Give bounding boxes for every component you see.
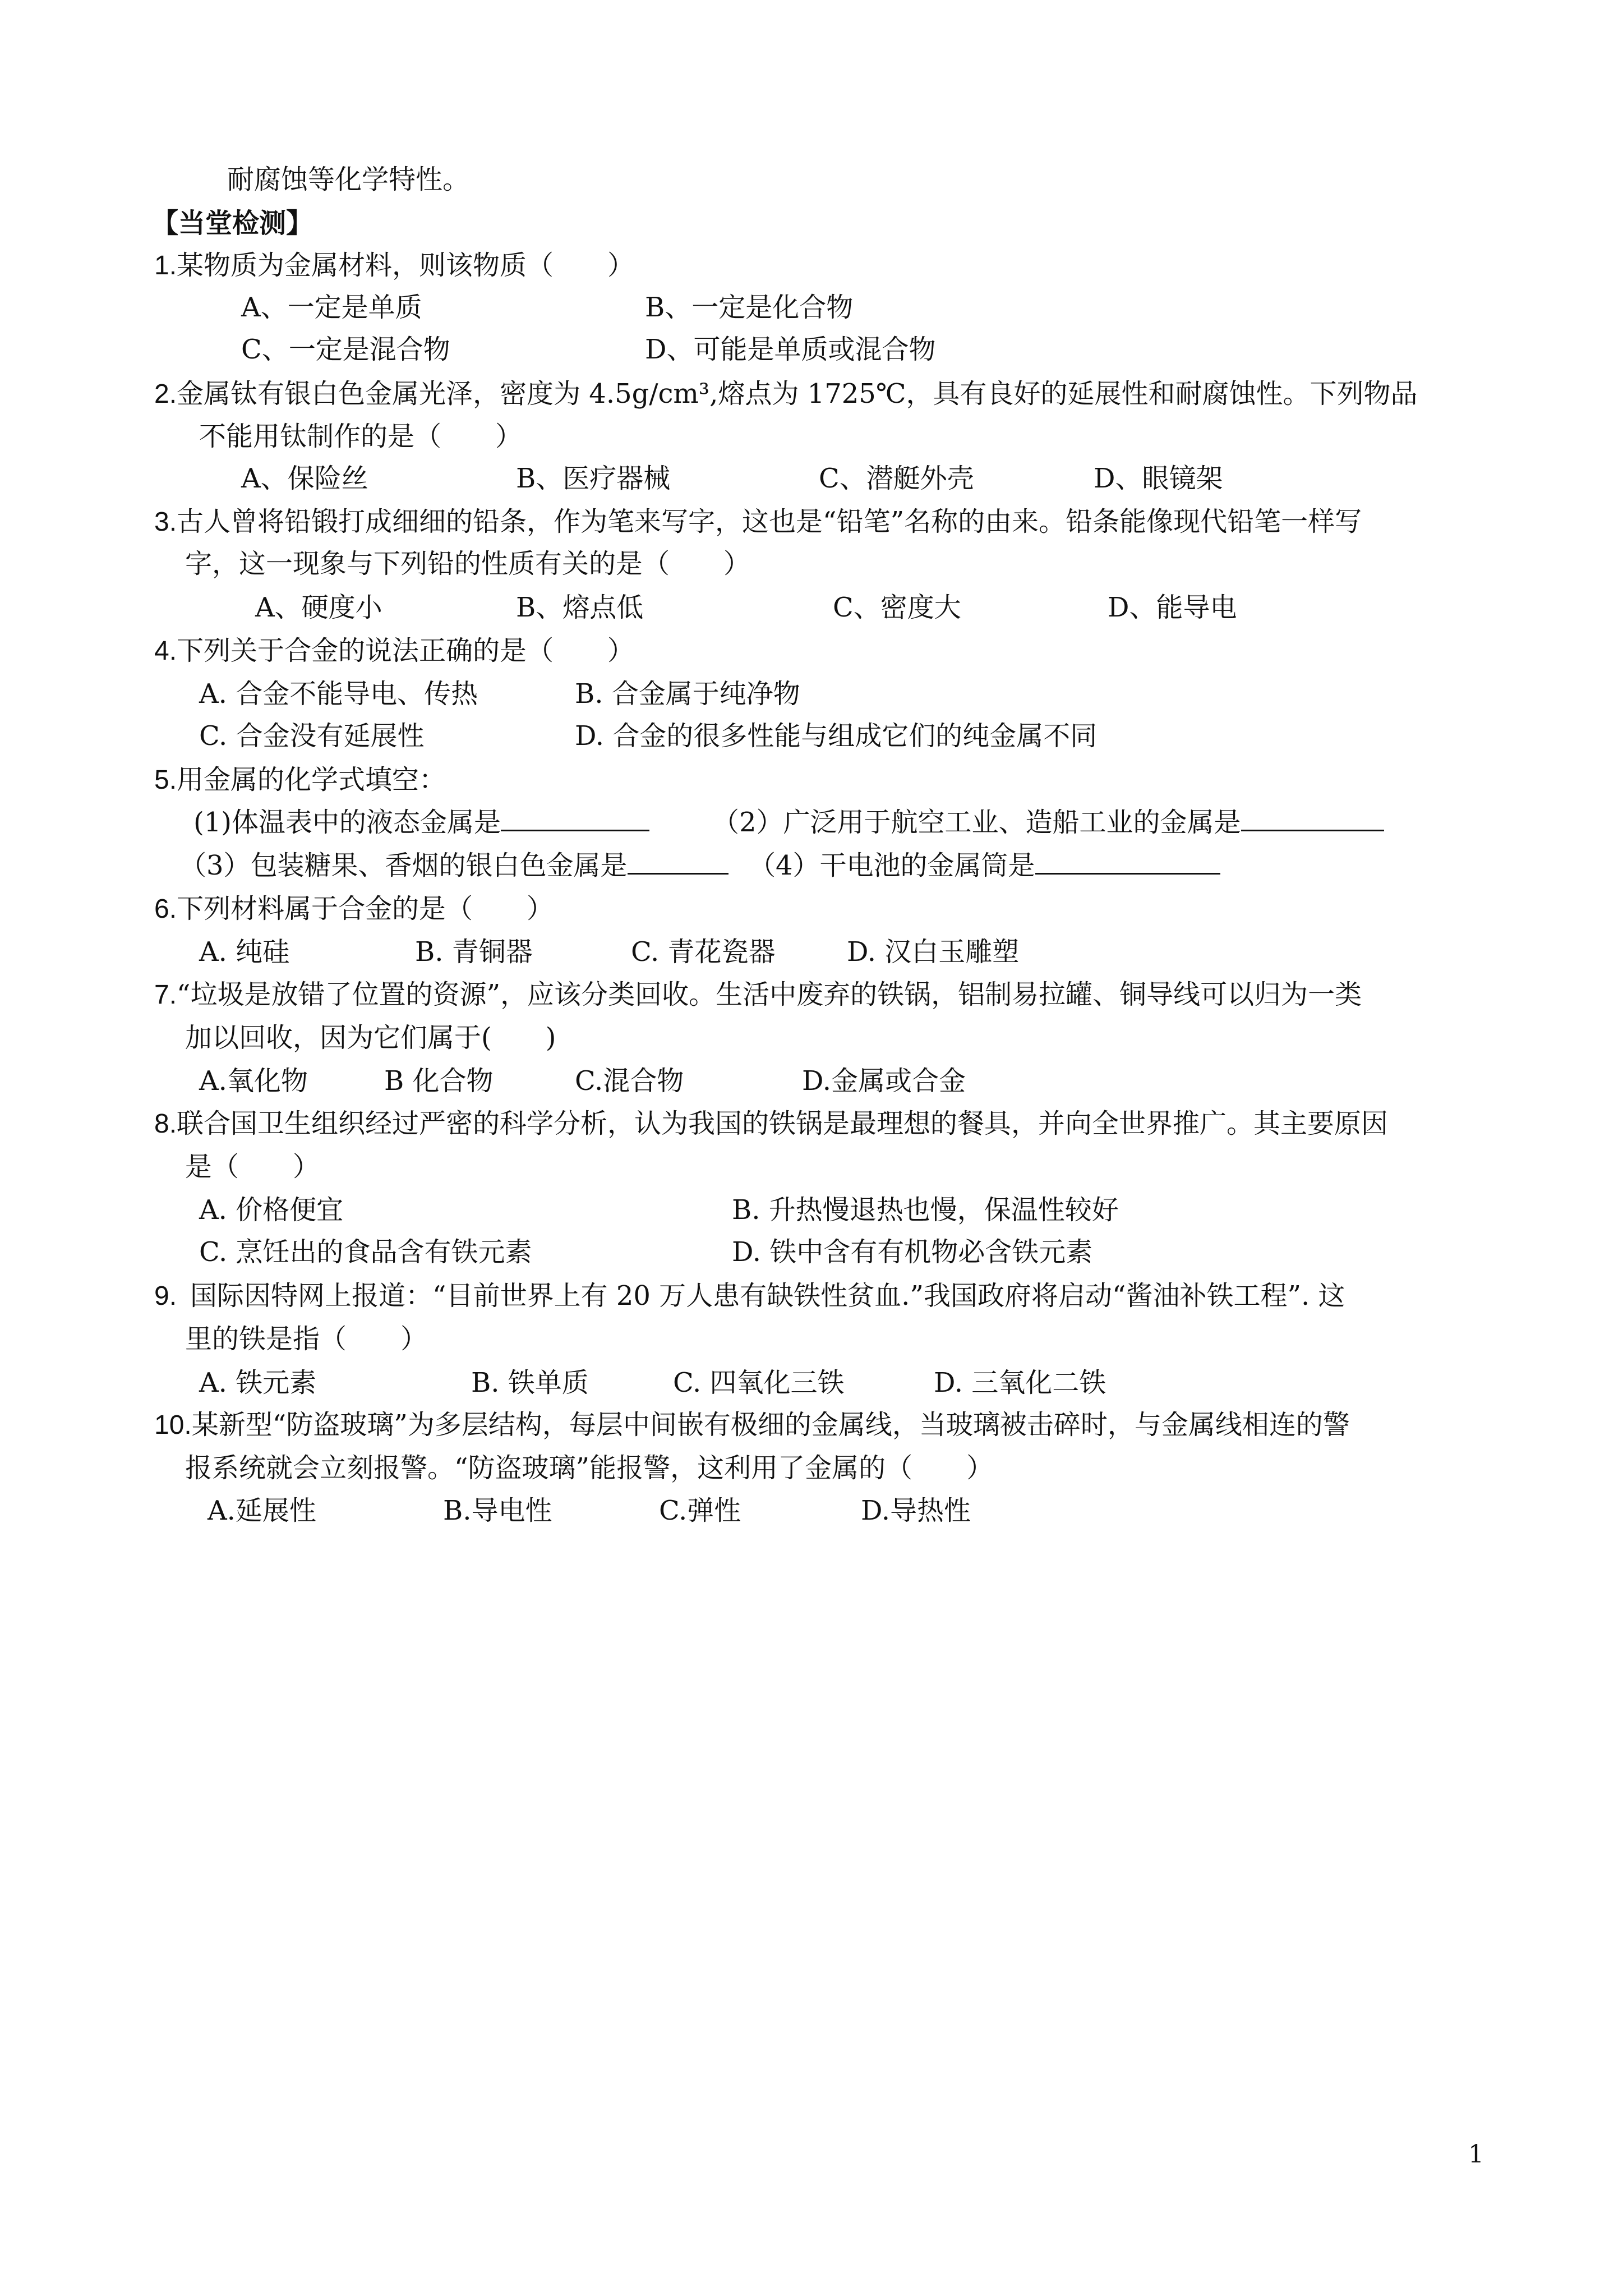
answer-blank-4[interactable] [1035, 848, 1220, 875]
option-a[interactable]: A. 价格便宜 [199, 1194, 344, 1226]
answer-blank-3[interactable] [628, 848, 728, 875]
option-c[interactable]: C. 四氧化三铁 [673, 1367, 845, 1398]
option-a[interactable]: A.氧化物 [199, 1065, 308, 1097]
question-6 [154, 892, 554, 926]
option-b[interactable]: B、熔点低 [516, 592, 644, 623]
question-text: 金属钛有银白色金属光泽，密度为 4.5g/cm³,熔点为 1725℃，具有良好的延展性和耐腐蚀性。下列物品 [177, 378, 1418, 409]
option-d[interactable]: D. 汉白玉雕塑 [847, 936, 1020, 968]
question-2 [154, 377, 1418, 411]
question-text: 用金属的化学式填空： [177, 764, 446, 795]
question-text: 某新型“防盗玻璃”为多层结构，每层中间嵌有极细的金属线，当玻璃被击碎时，与金属线相连的警 [191, 1409, 1350, 1441]
option-b[interactable]: B、医疗器械 [516, 463, 671, 494]
question-text: 下列关于合金的说法正确的是（ ） [177, 635, 635, 666]
option-d[interactable]: D、可能是单质或混合物 [645, 334, 936, 365]
question-number: 10. [154, 1410, 192, 1440]
option-d[interactable]: D. 合金的很多性能与组成它们的纯金属不同 [575, 720, 1098, 752]
question-10 [154, 1408, 1350, 1442]
question-number: 8. [154, 1109, 177, 1139]
option-b[interactable]: B、一定是化合物 [645, 292, 854, 323]
option-b[interactable]: B.导电性 [443, 1495, 552, 1526]
question-2-line2: 不能用钛制作的是（ ） [199, 421, 523, 452]
question-9-line2: 里的铁是指（ ） [185, 1323, 428, 1355]
option-a[interactable]: A. 铁元素 [199, 1367, 317, 1398]
question-number: 1. [154, 251, 177, 280]
fill-prompt-1: (1)体温表中的液态金属是 [193, 807, 501, 838]
option-d[interactable]: D.导热性 [861, 1495, 971, 1526]
answer-blank-1[interactable] [501, 805, 649, 831]
question-text: 下列材料属于合金的是（ ） [177, 893, 554, 924]
option-a[interactable]: A、一定是单质 [241, 292, 422, 323]
option-a[interactable]: A.延展性 [208, 1495, 316, 1526]
question-10-line2: 报系统就会立刻报警。“防盗玻璃”能报警，这利用了金属的（ ） [185, 1452, 994, 1484]
option-c[interactable]: C、潜艇外壳 [819, 463, 974, 494]
option-c[interactable]: C.混合物 [575, 1065, 684, 1097]
option-a[interactable]: A. 合金不能导电、传热 [199, 678, 478, 710]
question-number: 4. [154, 636, 177, 666]
question-text: 联合国卫生组织经过严密的科学分析，认为我国的铁锅是最理想的餐具，并向全世界推广。其主要原因 [177, 1108, 1389, 1139]
option-d[interactable]: D. 三氧化二铁 [934, 1367, 1106, 1398]
question-text: 某物质为金属材料，则该物质（ ） [177, 250, 635, 281]
intro-tail-text: 耐腐蚀等化学特性。 [227, 164, 470, 195]
question-number: 9. [154, 1281, 177, 1311]
option-d[interactable]: D.金属或合金 [802, 1065, 966, 1097]
question-7 [154, 978, 1362, 1012]
question-number: 6. [154, 894, 177, 924]
option-a[interactable]: A. 纯硅 [199, 936, 290, 968]
question-text: “垃圾是放错了位置的资源”，应该分类回收。生活中废弃的铁锅，铝制易拉罐、铜导线可以归为一类 [177, 979, 1362, 1010]
option-b[interactable]: B. 青铜器 [415, 936, 533, 968]
question-9 [154, 1279, 1345, 1313]
option-b[interactable]: B. 合金属于纯净物 [575, 678, 800, 710]
question-1 [154, 249, 634, 283]
question-text: 国际因特网上报道：“目前世界上有 20 万人患有缺铁性贫血.”我国政府将启动“酱油补铁工程”. 这 [190, 1280, 1345, 1312]
option-d[interactable]: D. 铁中含有有机物必含铁元素 [732, 1236, 1093, 1268]
option-d[interactable]: D、能导电 [1108, 592, 1237, 623]
question-5 [154, 763, 446, 797]
question-8-line2: 是（ ） [185, 1151, 320, 1182]
question-number: 2. [154, 379, 177, 409]
fill-prompt-4: （4）干电池的金属筒是 [749, 850, 1035, 881]
option-c[interactable]: C、一定是混合物 [241, 334, 450, 365]
question-8 [154, 1107, 1388, 1141]
question-3-line2: 字，这一现象与下列铅的性质有关的是（ ） [185, 548, 751, 579]
option-c[interactable]: C.弹性 [659, 1495, 741, 1526]
question-number: 5. [154, 765, 177, 795]
option-b[interactable]: B 化合物 [384, 1065, 494, 1097]
option-c[interactable]: C. 烹饪出的食品含有铁元素 [199, 1236, 532, 1268]
option-d[interactable]: D、眼镜架 [1094, 463, 1223, 494]
option-b[interactable]: B. 铁单质 [471, 1367, 589, 1398]
option-c[interactable]: C. 青花瓷器 [631, 936, 776, 968]
fill-prompt-2: （2）广泛用于航空工业、造船工业的金属是 [712, 807, 1241, 838]
section-title: 【当堂检测】 [151, 208, 313, 239]
option-a[interactable]: A、保险丝 [241, 463, 368, 494]
question-number: 3. [154, 507, 177, 537]
question-number: 7. [154, 980, 177, 1010]
page-number: 1 [1468, 2140, 1484, 2169]
option-a[interactable]: A、硬度小 [255, 592, 382, 623]
option-c[interactable]: C、密度大 [833, 592, 961, 623]
option-b[interactable]: B. 升热慢退热也慢，保温性较好 [732, 1194, 1119, 1226]
question-3 [154, 505, 1362, 539]
answer-blank-2[interactable] [1241, 805, 1384, 831]
question-7-line2: 加以回收，因为它们属于( ) [185, 1022, 556, 1053]
fill-prompt-3: （3）包装糖果、香烟的银白色金属是 [179, 850, 628, 881]
question-text: 古人曾将铅锻打成细细的铅条，作为笔来写字，这也是“铅笔”名称的由来。铅条能像现代铅笔一样写 [177, 506, 1362, 537]
option-c[interactable]: C. 合金没有延展性 [199, 720, 425, 752]
question-4 [154, 634, 634, 668]
